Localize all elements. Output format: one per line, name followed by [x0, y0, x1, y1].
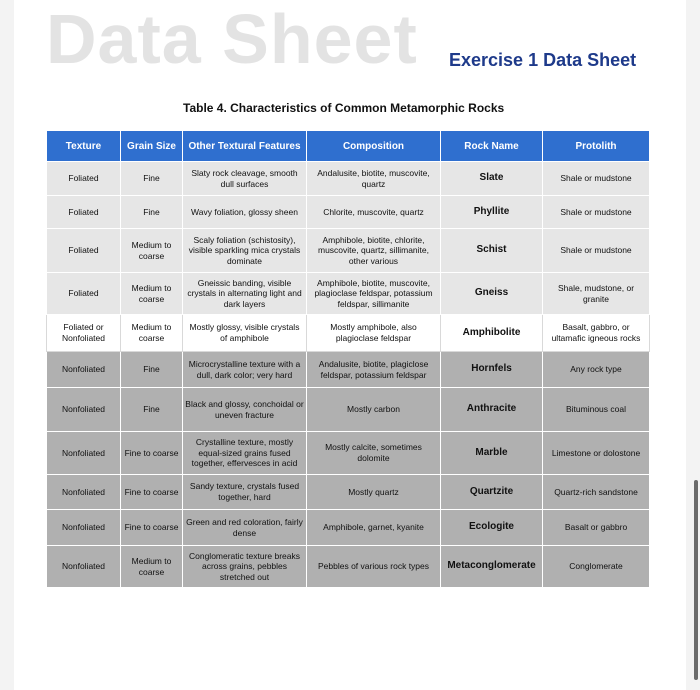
cell-rock-name: Hornfels — [441, 352, 543, 388]
cell-protolith: Basalt, gabbro, or ultamafic igneous rocks — [543, 315, 650, 352]
cell-grain-size: Fine — [121, 388, 183, 432]
cell-features: Wavy foliation, glossy sheen — [183, 196, 307, 229]
scrollbar-thumb[interactable] — [694, 480, 698, 680]
cell-composition: Mostly amphibole, also plagioclase feldspar — [307, 315, 441, 352]
cell-features: Mostly glossy, visible crystals of amphibole — [183, 315, 307, 352]
cell-features: Green and red coloration, fairly dense — [183, 510, 307, 546]
cell-grain-size: Fine to coarse — [121, 510, 183, 546]
cell-protolith: Shale or mudstone — [543, 162, 650, 196]
table-row — [47, 273, 650, 315]
column-header-texture: Texture — [47, 131, 121, 162]
table-row — [47, 315, 650, 352]
cell-composition: Andalusite, biotite, muscovite, quartz — [307, 162, 441, 196]
column-header-protolith: Protolith — [543, 131, 650, 162]
cell-rock-name: Ecologite — [441, 510, 543, 546]
watermark-title: Data Sheet — [46, 0, 418, 78]
cell-rock-name: Marble — [441, 432, 543, 475]
cell-grain-size: Medium to coarse — [121, 273, 183, 315]
cell-protolith: Any rock type — [543, 352, 650, 388]
cell-features: Scaly foliation (schistosity), visible sparkling mica crystals dominate — [183, 229, 307, 273]
cell-features: Sandy texture, crystals fused together, hard — [183, 475, 307, 510]
cell-rock-name: Quartzite — [441, 475, 543, 510]
cell-composition: Amphibole, biotite, muscovite, plagioclase feldspar, potassium feldspar, sillimanite — [307, 273, 441, 315]
cell-protolith: Shale or mudstone — [543, 229, 650, 273]
metamorphic-rocks-table — [46, 130, 650, 588]
cell-protolith: Shale or mudstone — [543, 196, 650, 229]
cell-texture: Foliated — [47, 162, 121, 196]
cell-grain-size: Fine — [121, 196, 183, 229]
cell-features: Black and glossy, conchoidal or uneven fracture — [183, 388, 307, 432]
cell-features: Crystalline texture, mostly equal-sized grains fused together, effervesces in acid — [183, 432, 307, 475]
cell-composition: Amphibole, biotite, chlorite, muscovite, quartz, sillimanite, other various — [307, 229, 441, 273]
scrollbar-track[interactable] — [692, 0, 700, 690]
cell-texture: Nonfoliated — [47, 388, 121, 432]
column-header-rock-name: Rock Name — [441, 131, 543, 162]
cell-features: Microcrystalline texture with a dull, dark color; very hard — [183, 352, 307, 388]
cell-rock-name: Anthracite — [441, 388, 543, 432]
cell-grain-size: Medium to coarse — [121, 315, 183, 352]
column-header-composition: Composition — [307, 131, 441, 162]
cell-composition: Amphibole, garnet, kyanite — [307, 510, 441, 546]
table-row — [47, 229, 650, 273]
cell-rock-name: Phyllite — [441, 196, 543, 229]
cell-grain-size: Medium to coarse — [121, 546, 183, 588]
cell-texture: Nonfoliated — [47, 546, 121, 588]
cell-composition: Mostly quartz — [307, 475, 441, 510]
cell-rock-name: Slate — [441, 162, 543, 196]
cell-rock-name: Schist — [441, 229, 543, 273]
cell-texture: Foliated — [47, 229, 121, 273]
cell-composition: Chlorite, muscovite, quartz — [307, 196, 441, 229]
table-row — [47, 432, 650, 475]
cell-features: Conglomeratic texture breaks across grains, pebbles stretched out — [183, 546, 307, 588]
cell-rock-name: Amphibolite — [441, 315, 543, 352]
column-header-textural-features: Other Textural Features — [183, 131, 307, 162]
table-row — [47, 546, 650, 588]
table-row — [47, 388, 650, 432]
cell-features: Gneissic banding, visible crystals in alternating light and dark layers — [183, 273, 307, 315]
cell-protolith: Conglomerate — [543, 546, 650, 588]
cell-texture: Foliated or Nonfoliated — [47, 315, 121, 352]
cell-composition: Mostly carbon — [307, 388, 441, 432]
cell-features: Slaty rock cleavage, smooth dull surfaces — [183, 162, 307, 196]
cell-grain-size: Fine — [121, 352, 183, 388]
cell-rock-name: Metaconglomerate — [441, 546, 543, 588]
cell-composition: Pebbles of various rock types — [307, 546, 441, 588]
cell-grain-size: Fine to coarse — [121, 432, 183, 475]
column-header-grain-size: Grain Size — [121, 131, 183, 162]
cell-texture: Nonfoliated — [47, 510, 121, 546]
cell-protolith: Limestone or dolostone — [543, 432, 650, 475]
cell-protolith: Bituminous coal — [543, 388, 650, 432]
cell-grain-size: Fine — [121, 162, 183, 196]
cell-texture: Nonfoliated — [47, 475, 121, 510]
cell-composition: Mostly calcite, sometimes dolomite — [307, 432, 441, 475]
cell-texture: Foliated — [47, 273, 121, 315]
table-row — [47, 475, 650, 510]
table-row — [47, 352, 650, 388]
table-row — [47, 196, 650, 229]
cell-grain-size: Fine to coarse — [121, 475, 183, 510]
table-row — [47, 162, 650, 196]
page-title: Exercise 1 Data Sheet — [449, 50, 637, 70]
cell-composition: Andalusite, biotite, plagiclose feldspar, potassium feldspar — [307, 352, 441, 388]
cell-texture: Nonfoliated — [47, 352, 121, 388]
cell-texture: Foliated — [47, 196, 121, 229]
cell-protolith: Shale, mudstone, or granite — [543, 273, 650, 315]
cell-protolith: Basalt or gabbro — [543, 510, 650, 546]
table-header-row — [47, 131, 650, 162]
cell-protolith: Quartz-rich sandstone — [543, 475, 650, 510]
cell-rock-name: Gneiss — [441, 273, 543, 315]
table-row — [47, 510, 650, 546]
table-caption: Table 4. Characteristics of Common Metamorphic Rocks — [183, 101, 505, 115]
cell-grain-size: Medium to coarse — [121, 229, 183, 273]
cell-texture: Nonfoliated — [47, 432, 121, 475]
